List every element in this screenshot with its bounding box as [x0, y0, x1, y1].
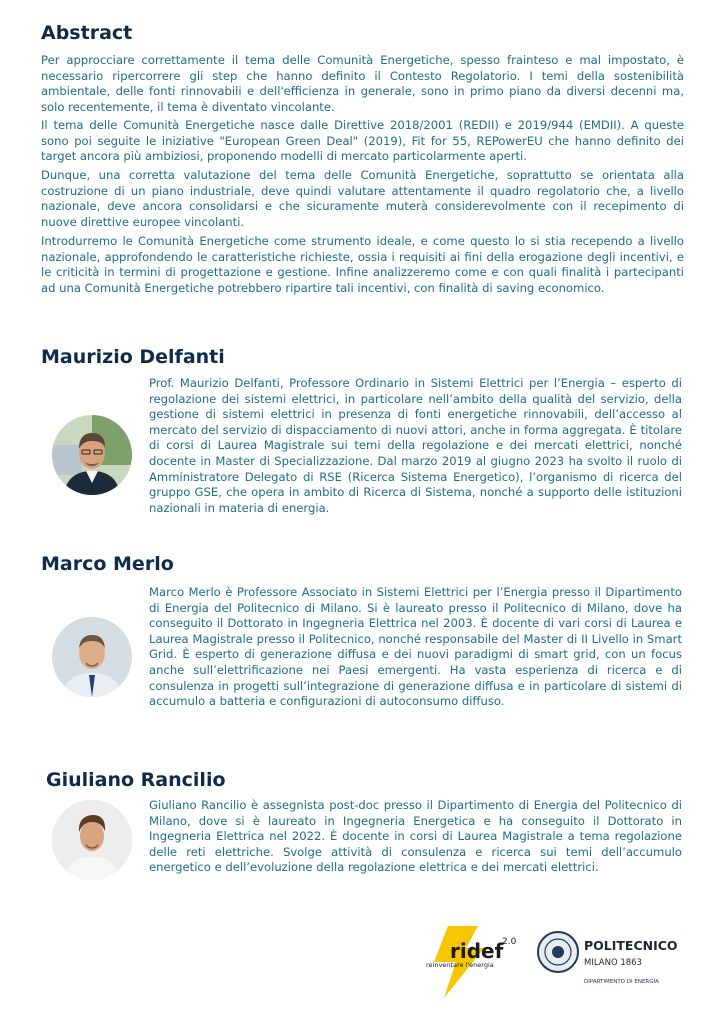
speaker-bio-merlo: Marco Merlo è Professore Associato in Sistemi Elettrici per l’Energia presso il Dipartimento di Energia del Politecnico di Milano. Si è laureato presso il Politecnico di Milano, dove ha conseguito il Dottorato in Ingegneria Elettrica nel 2003. È docente di vari corsi di Laurea e Laurea Magistrale presso il Politecnico, nonché responsabile del Master di II Livello in Smart Grid. È esperto di generazione diffusa e dei nuovi paradigmi di smart grid, con un focus anche sull’elettrificazione nei Paesi emergenti. Ha vasta esperienza di ricerca e di consulenza in progetti sull’integrazione di generazione diffusa e in particolare di sistemi di accumulo a batteria e configurazioni di autoconsumo diffuso.	[149, 585, 682, 709]
svg-text:2.0: 2.0	[502, 937, 517, 947]
abstract-paragraph-1: Per approcciare correttamente il tema delle Comunità Energetiche, spesso frainteso e mal impostato, è necessario ripercorrere gli step che hanno definito il Contesto Regolatorio. I temi della sostenibilità ambientale, delle fonti rinnovabili e dell'efficienza in generale, sono in primo piano da diversi decenni ma, solo recentemente, il tema è diventato vincolante.	[41, 53, 684, 114]
abstract-paragraph-4: Introdurremo le Comunità Energetiche come strumento ideale, e come questo lo si stia recependo a livello nazionale, approfondendo le caratteristiche richieste, ossia i requisiti ai fini della erogazione degli incentivi, e le criticità in termini di progettazione e gestione. Infine analizzeremo come e con quali finalità i partecipanti ad una Comunità Energetiche potrebbero ripartire tali incentivi, con finalità di saving economico.	[41, 234, 684, 295]
avatar-rancilio	[52, 800, 132, 880]
abstract-paragraph-2: Il tema delle Comunità Energetiche nasce dalle Direttive 2018/2001 (REDII) e 2019/944 (EMDII). A queste sono poi seguite le iniziative "European Green Deal" (2019), Fit for 55, REPowerEU che hanno definito dei target ancora più ambiziosi, proponendo modelli di mercato particolarmente aperti.	[41, 118, 684, 164]
svg-text:DIPARTIMENTO DI ENERGIA: DIPARTIMENTO DI ENERGIA	[584, 979, 659, 985]
svg-text:POLITECNICO: POLITECNICO	[584, 938, 678, 953]
portrait-photo-icon	[52, 415, 132, 495]
portrait-photo-icon	[52, 617, 132, 697]
svg-text:reinventare l'energia: reinventare l'energia	[426, 961, 494, 969]
svg-text:MILANO 1863: MILANO 1863	[584, 958, 642, 968]
speaker-name-delfanti: Maurizio Delfanti	[41, 346, 225, 368]
speaker-name-merlo: Marco Merlo	[41, 553, 174, 575]
avatar-delfanti	[52, 415, 132, 495]
speaker-bio-delfanti: Prof. Maurizio Delfanti, Professore Ordinario in Sistemi Elettrici per l’Energia – esperto di regolazione dei sistemi elettrici, in particolare nell’ambito della qualità del servizio, della gestione di sistemi elettrici in presenza di fonti energetiche rinnovabili, dell’accesso al mercato del servizio di dispacciamento di nuovi attori, anche in forma aggregata. È titolare di corsi di Laurea Magistrale sui temi della regolazione e dei mercati elettrici, nonché docente in Master di Specializzazione. Dal marzo 2019 al giugno 2023 ha svolto il ruolo di Amministratore Delegato di RSE (Ricerca Sistema Energetico), l’organismo di ricerca del gruppo GSE, che opera in ambito di Ricerca di Sistema, nonché a supporto delle istituzioni nazionali in materia di energia.	[149, 376, 682, 515]
avatar-merlo	[52, 617, 132, 697]
speaker-bio-rancilio: Giuliano Rancilio è assegnista post-doc presso il Dipartimento di Energia del Politecnico di Milano, dove si è laureato in Ingegneria Energetica e ha conseguito il Dottorato in Ingegneria Elettrica nel 2022. È docente in corsi di Laurea Magistrale a tema regolazione delle reti elettriche. Svolge attività di consulenza e ricerca sui temi dell’accumulo energetico e dell’evoluzione della regolazione elettrica e dei mercati elettrici.	[149, 798, 682, 875]
abstract-paragraph-3: Dunque, una corretta valutazione del tema delle Comunità Energetiche, soprattutto se orientata alla costruzione di un piano industriale, deve quindi valutare attentamente il quadro regolatorio che, a livello nazionale, deve ancora consolidarsi e che sicuramente muterà considerevolmente con il recepimento di nuove direttive europee vincolanti.	[41, 168, 684, 229]
speaker-name-rancilio: Giuliano Rancilio	[46, 769, 226, 791]
portrait-photo-icon	[52, 800, 132, 880]
abstract-heading: Abstract	[41, 22, 133, 44]
politecnico-logo	[536, 930, 686, 990]
svg-text:ridef: ridef	[450, 939, 504, 963]
